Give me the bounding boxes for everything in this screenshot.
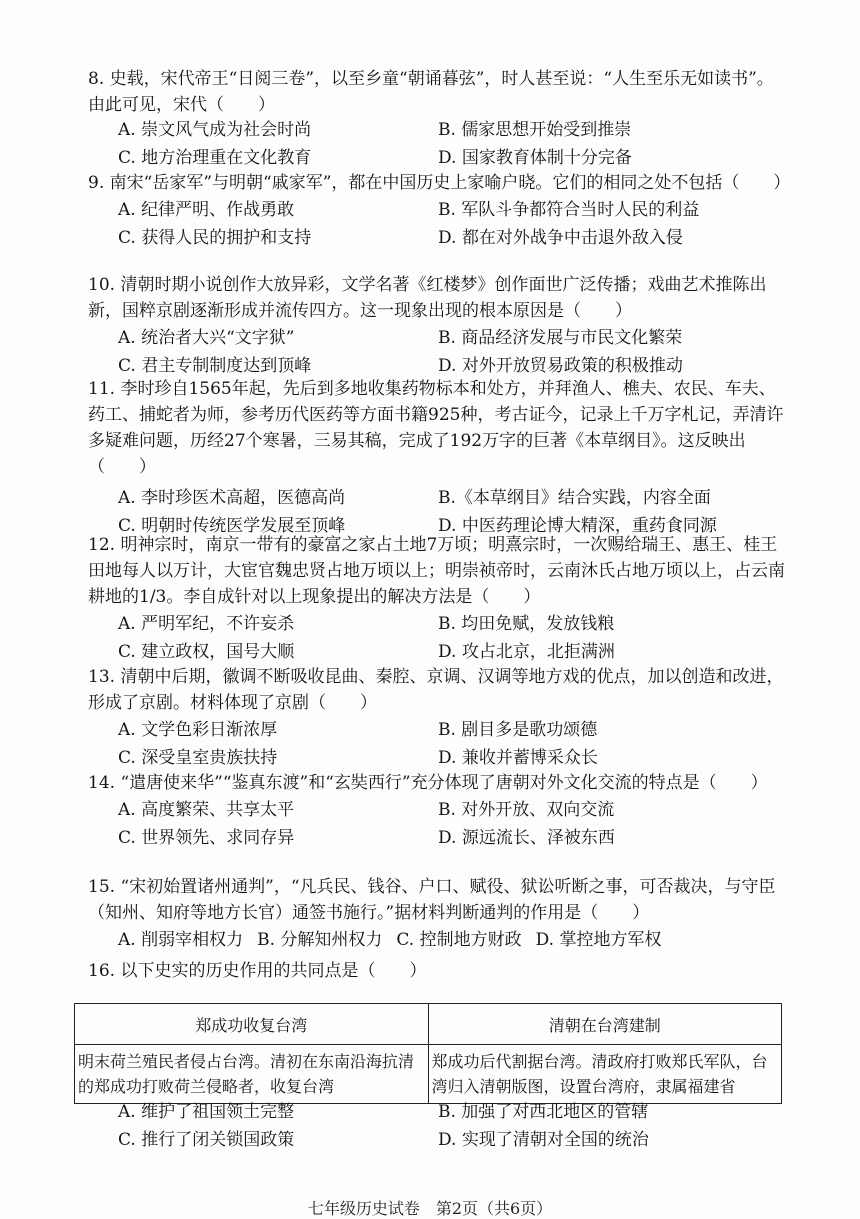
- option-a[interactable]: A. 削弱宰相权力: [118, 930, 244, 950]
- option-d[interactable]: D. 对外开放贸易政策的积极推动: [438, 356, 683, 376]
- option-d[interactable]: D. 兼收并蓄博采众长: [438, 748, 598, 768]
- option-b[interactable]: B. 商品经济发展与市民文化繁荣: [438, 328, 683, 348]
- option-d[interactable]: D. 掌控地方军权: [535, 930, 662, 950]
- question-11: [88, 376, 788, 540]
- option-d[interactable]: D. 都在对外战争中击退外敌入侵: [438, 228, 683, 248]
- options: [118, 796, 788, 852]
- options: [118, 324, 788, 380]
- option-b[interactable]: B. 均田免赋，发放钱粮: [438, 614, 615, 634]
- options: [118, 926, 788, 954]
- question-stem: 10. 清朝时期小说创作大放异彩，文学名著《红楼梦》创作面世广泛传播；戏曲艺术推陈出新，国粹京剧逐渐形成并流传四方。这一现象出现的根本原因是（ ）: [88, 275, 767, 321]
- option-b[interactable]: B. 对外开放、双向交流: [438, 800, 615, 820]
- table-header-qing: 清朝在台湾建制: [428, 1004, 782, 1045]
- options: [118, 610, 788, 666]
- option-c[interactable]: C. 建立政权，国号大顺: [118, 642, 295, 662]
- option-a[interactable]: A. 崇文风气成为社会时尚: [118, 120, 312, 140]
- question-stem: 12. 明神宗时，南京一带有的豪富之家占土地7万顷；明熹宗时，一次赐给瑞王、惠王、桂王田地每人以万计，大宦官魏忠贤占地万顷以上；明崇祯帝时，云南沐氏占地万顷以上，占云南耕地的1/3。李自成针对以上现象提出的解决方法是（ ）: [88, 535, 785, 607]
- question-stem: 16. 以下史实的历史作用的共同点是（ ）: [88, 961, 427, 981]
- option-c[interactable]: C. 控制地方财政: [396, 930, 522, 950]
- option-c[interactable]: C. 君主专制制度达到顶峰: [118, 356, 312, 376]
- option-d[interactable]: D. 中医药理论博大精深，重药食同源: [438, 516, 717, 536]
- option-c[interactable]: C. 推行了闭关锁国政策: [118, 1130, 295, 1150]
- option-d[interactable]: D. 攻占北京，北拒满洲: [438, 642, 615, 662]
- question-16-options: [88, 1098, 788, 1154]
- question-stem: 13. 清朝中后期，徽调不断吸收昆曲、秦腔、京调、汉调等地方戏的优点，加以创造和改进，形成了京剧。材料体现了京剧（ ）: [88, 667, 784, 713]
- table-cell-qing: 郑成功后代割据台湾。清政府打败郑氏军队，台湾归入清朝版图，设置台湾府，隶属福建省: [428, 1045, 782, 1104]
- options: [118, 716, 788, 772]
- question-stem: 14. “遣唐使来华”“鉴真东渡”和“玄奘西行”充分体现了唐朝对外文化交流的特点是（ ）: [88, 773, 768, 793]
- option-c[interactable]: C. 获得人民的拥护和支持: [118, 228, 312, 248]
- question-stem: 9. 南宋“岳家军”与明朝“戚家军”，都在中国历史上家喻户晓。它们的相同之处不包括（ ）: [88, 173, 791, 193]
- question-stem: 11. 李时珍自1565年起，先后到多地收集药物标本和处方，并拜渔人、樵夫、农民、车夫、药工、捕蛇者为师，参考历代医药等方面书籍925种，考古证今，记录上千万字札记，弄清许多疑难问题，历经27个寒暑，三易其稿，完成了192万字的巨著《本草纲目》。这反映出（ ）: [88, 379, 784, 477]
- options: [118, 116, 788, 172]
- table-cell-zheng: 明末荷兰殖民者侵占台湾。清初在东南沿海抗清的郑成功打败荷兰侵略者，收复台湾: [75, 1045, 429, 1104]
- option-c[interactable]: C. 深受皇室贵族扶持: [118, 748, 278, 768]
- option-d[interactable]: D. 国家教育体制十分完备: [438, 148, 632, 168]
- option-b[interactable]: B. 军队斗争都符合当时人民的利益: [438, 200, 700, 220]
- option-d[interactable]: D. 源远流长、泽被东西: [438, 828, 615, 848]
- option-a[interactable]: A. 纪律严明、作战勇敢: [118, 200, 295, 220]
- option-b[interactable]: B.《本草纲目》结合实践，内容全面: [438, 488, 711, 508]
- question-10: [88, 272, 788, 380]
- option-b[interactable]: B. 儒家思想开始受到推崇: [438, 120, 632, 140]
- option-d[interactable]: D. 实现了清朝对全国的统治: [438, 1130, 649, 1150]
- options: [118, 1098, 788, 1154]
- option-b[interactable]: B. 剧目多是歌功颂德: [438, 720, 598, 740]
- option-c[interactable]: C. 世界领先、求同存异: [118, 828, 295, 848]
- option-a[interactable]: A. 高度繁荣、共享太平: [118, 800, 295, 820]
- question-13: [88, 664, 788, 772]
- option-b[interactable]: B. 加强了对西北地区的管辖: [438, 1102, 649, 1122]
- option-a[interactable]: A. 维护了祖国领土完整: [118, 1102, 295, 1122]
- question-9: [88, 170, 791, 252]
- option-a[interactable]: A. 严明军纪，不许妄杀: [118, 614, 295, 634]
- question-15: [88, 874, 788, 954]
- question-12: [88, 532, 788, 666]
- option-a[interactable]: A. 文学色彩日渐浓厚: [118, 720, 278, 740]
- question-stem: 15. “宋初始置诸州通判”，“凡兵民、钱谷、户口、赋役、狱讼听断之事，可否裁决，与守臣（知州、知府等地方长官）通签书施行。”据材料判断通判的作用是（ ）: [88, 877, 776, 923]
- table-header-zheng: 郑成功收复台湾: [75, 1004, 429, 1045]
- question-14: [88, 770, 788, 852]
- question-16: [88, 958, 788, 984]
- question-8: [88, 66, 788, 172]
- option-c[interactable]: C. 地方治理重在文化教育: [118, 148, 312, 168]
- option-a[interactable]: A. 统治者大兴“文字狱”: [118, 328, 295, 348]
- page-footer: 七年级历史试卷 第2页（共6页）: [307, 1199, 553, 1218]
- options: [118, 196, 788, 252]
- option-b[interactable]: B. 分解知州权力: [257, 930, 383, 950]
- option-a[interactable]: A. 李时珍医术高超，医德高尚: [118, 488, 346, 508]
- history-facts-table: [74, 1003, 782, 1104]
- question-stem: 8. 史载，宋代帝王“日阅三卷”，以至乡童“朝诵暮弦”，时人甚至说：“人生至乐无如读书”。由此可见，宋代（ ）: [88, 69, 774, 115]
- option-c[interactable]: C. 明朝时传统医学发展至顶峰: [118, 516, 346, 536]
